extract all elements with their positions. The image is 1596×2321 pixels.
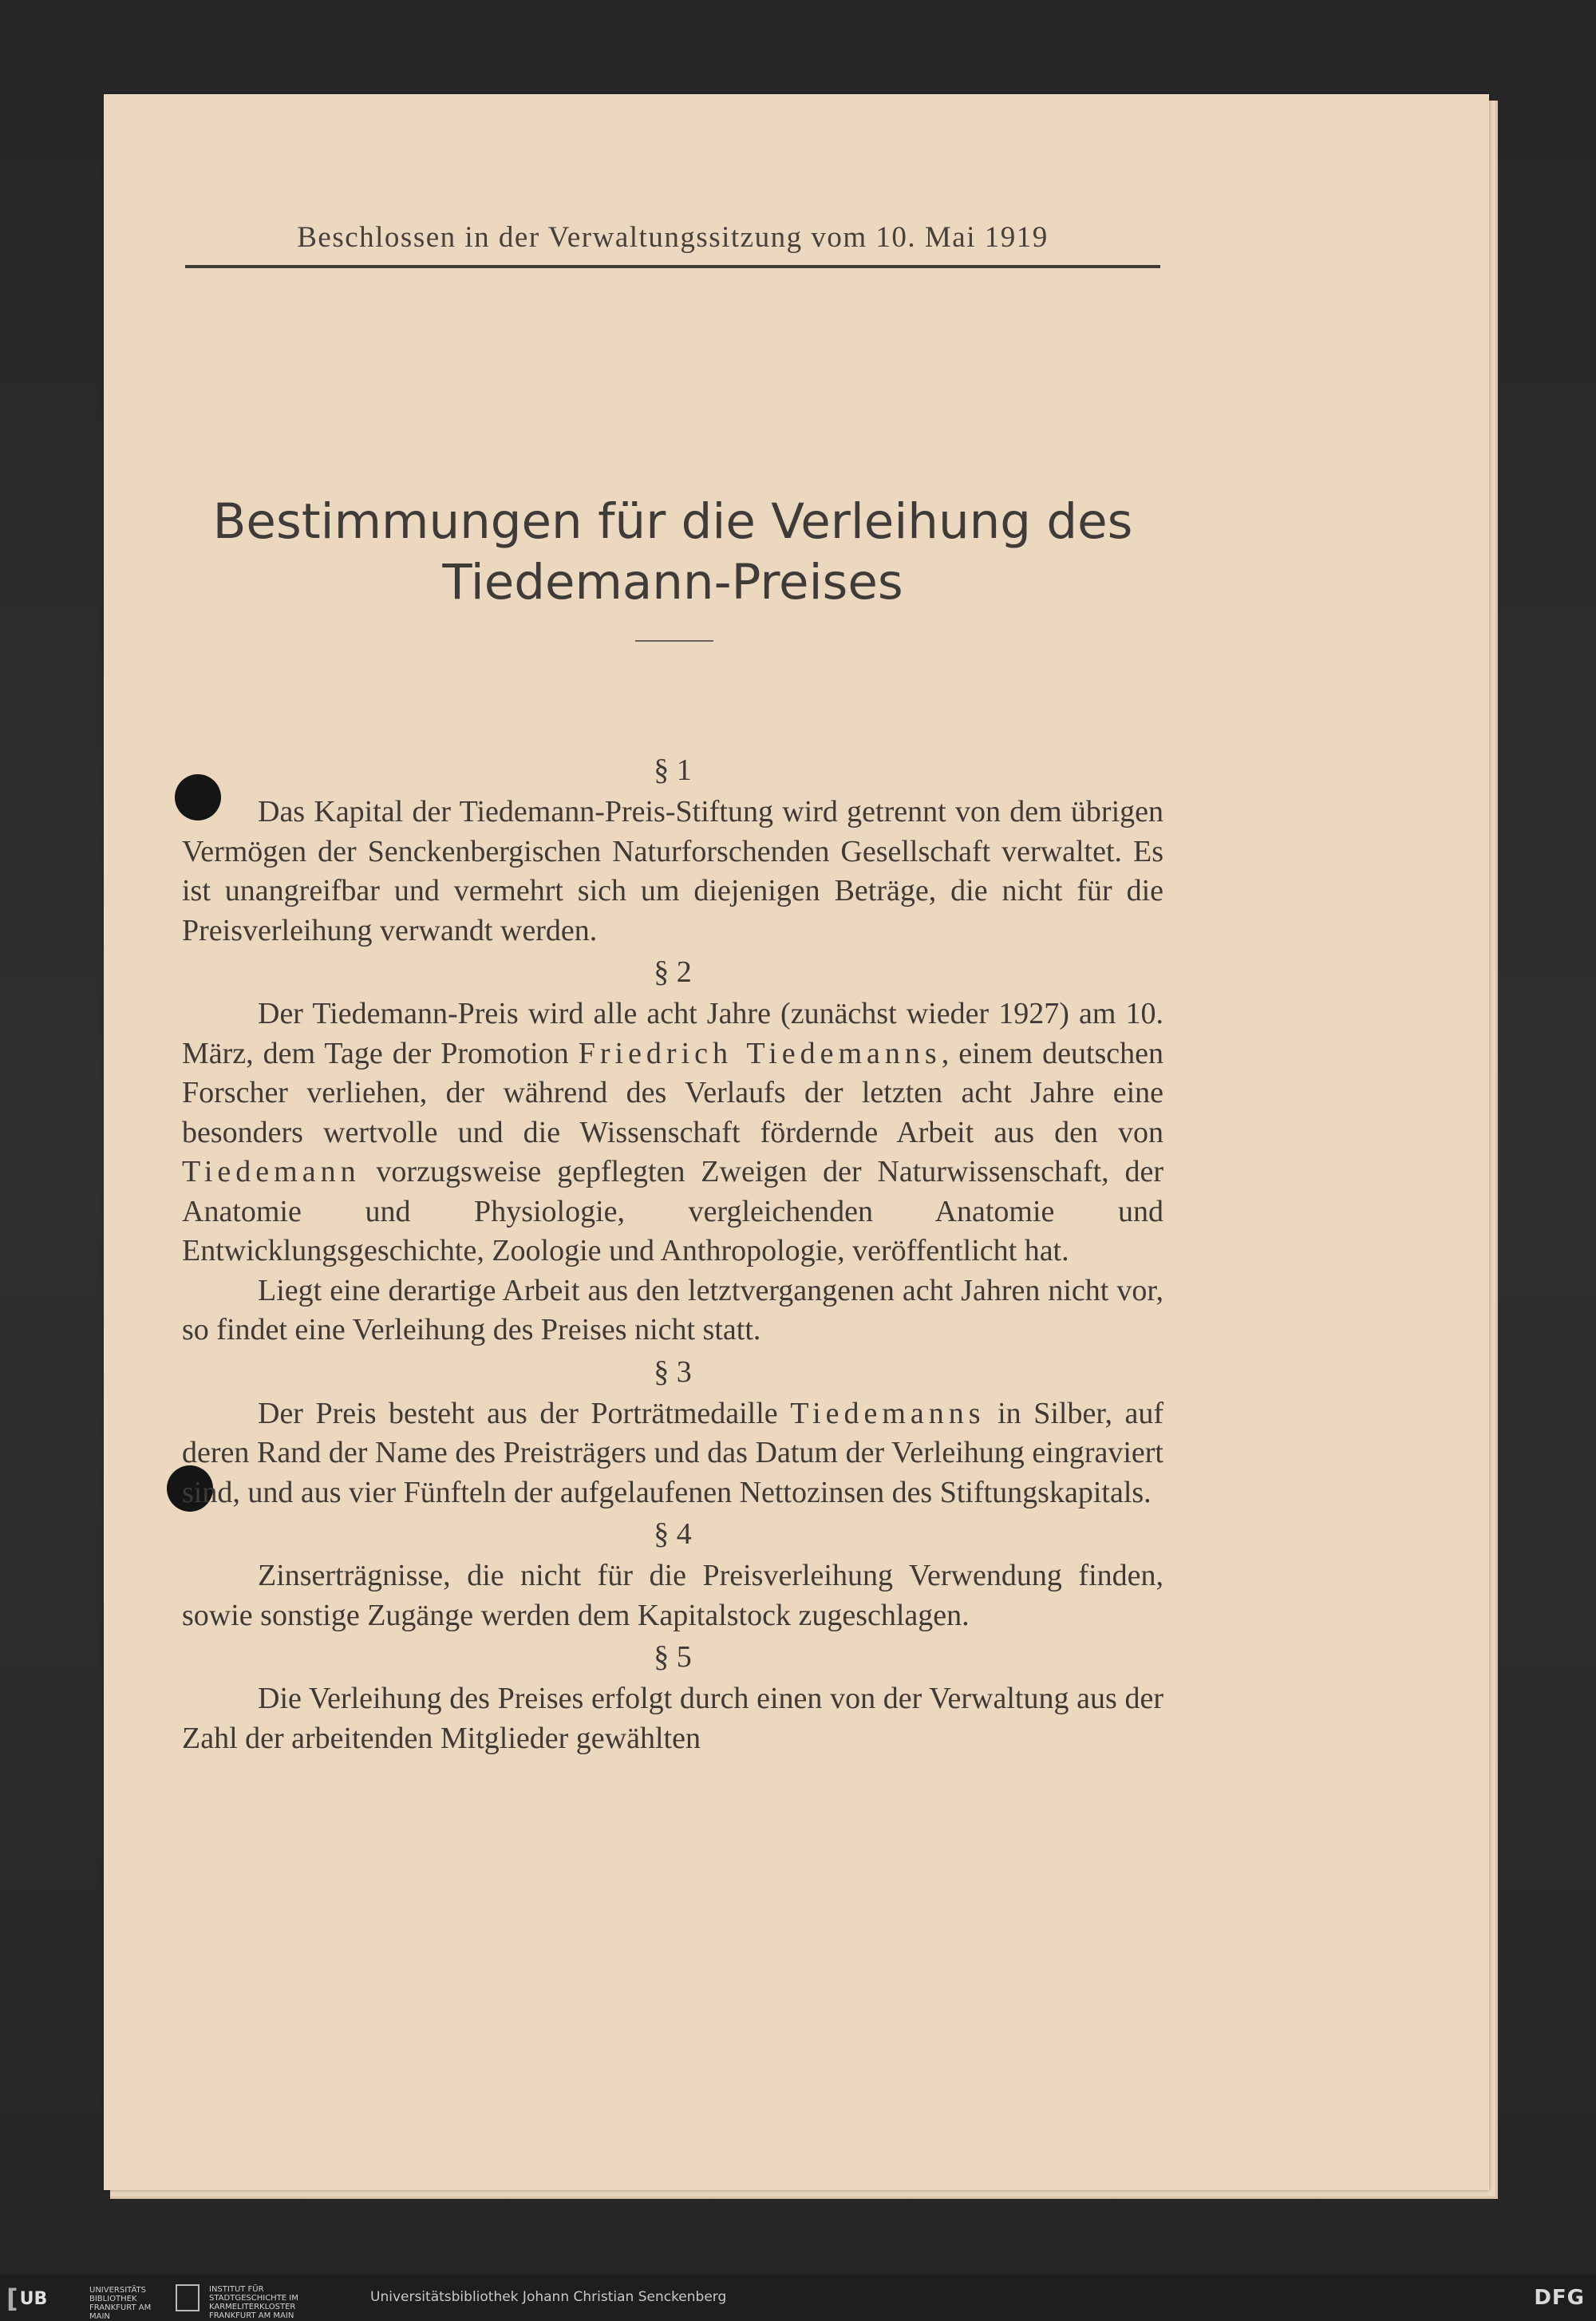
- section-1-paragraph: Das Kapital der Tiedemann-Preis-Stiftung wird getrennt von dem übrigen Vermögen der Senckenbergischen Naturforschenden Gesellschaft verwaltet. Es ist unangreifbar und vermehrt sich um diejenigen Beträge, die nicht für die Preisverleihung verwandt werden.: [182, 795, 1163, 947]
- section-3-paragraph: [182, 1394, 1163, 1513]
- section-2-paragraph-2: Liegt eine derartige Arbeit aus den letztvergangenen acht Jahren nicht vor, so findet eine Verleihung des Preises nicht statt.: [182, 1273, 1163, 1346]
- viewer-footer: [0, 2275, 1596, 2321]
- document-body: [182, 749, 1163, 1758]
- section-5-paragraph: Die Verleihung des Preises erfolgt durch einen von der Verwaltung aus der Zahl der arbeitenden Mitglieder gewählten: [182, 1682, 1163, 1755]
- section-2-name-tiedemann: Tiedemann: [182, 1155, 361, 1188]
- dfg-logo[interactable]: DFG: [1534, 2286, 1585, 2310]
- ub-logo[interactable]: [6, 2284, 47, 2313]
- institute-logo-icon[interactable]: [176, 2284, 200, 2311]
- section-2-text-c: vorzugsweise gepflegten Zweigen der Naturwissenschaft, der Anatomie und Physiologie, vergleichenden Anatomie und Entwicklungsgeschichte, Zoologie und Anthropologie, veröffentlicht hat.: [182, 1155, 1163, 1267]
- section-2-text-a: Der Tiedemann-Preis wird alle acht Jahre (zunächst wieder 1927) am 10. März, dem Tage der Promotion: [182, 997, 1163, 1070]
- section-3-text-a: Der Preis besteht aus der Porträtmedaille: [258, 1396, 791, 1430]
- section-4-mark: § 4: [654, 1517, 692, 1551]
- section-3-name-tiedemanns: Tiedemanns: [790, 1396, 986, 1430]
- section-1-mark: § 1: [654, 753, 692, 787]
- ub-logo-text: UB: [19, 2288, 48, 2309]
- title-line-1: Bestimmungen für die Verleihung des: [212, 493, 1133, 550]
- ub-logo-subtitle: UNIVERSITÄTS BIBLIOTHEK FRANKFURT AM MAIN: [89, 2286, 152, 2321]
- section-2-paragraph-1: [182, 994, 1163, 1271]
- section-2-mark: § 2: [654, 955, 692, 989]
- section-3-text-b: in Silber, auf deren Rand der Name des Preisträgers und das Datum der Verleihung eingraviert sind, und aus vier Fünfteln der aufgelaufenen Nettozinsen des Stiftungskapitals.: [182, 1396, 1164, 1509]
- section-3-mark: § 3: [654, 1354, 692, 1389]
- section-5-mark: § 5: [654, 1640, 692, 1674]
- institute-logo-text: INSTITUT FÜR STADTGESCHICHTE IM KARMELITERKLOSTER FRANKFURT AM MAIN: [209, 2285, 298, 2320]
- ub-logo-bracket-icon: [: [6, 2283, 18, 2314]
- library-name: Universitätsbibliothek Johann Christian Senckenberg: [370, 2289, 727, 2305]
- section-4-paragraph: Zinserträgnisse, die nicht für die Preisverleihung Verwendung finden, sowie sonstige Zugänge werden dem Kapitalstock zugeschlagen.: [182, 1559, 1163, 1632]
- section-2-text-b: , einem deutschen Forscher verliehen, der während des Verlaufs der letzten acht Jahre eine besonders wertvolle und die Wissenschaft fördernde Arbeit aus den von: [182, 1036, 1164, 1149]
- document-title: [185, 492, 1160, 613]
- section-2-name-friedrich-tiedemanns: Friedrich Tiedemanns: [578, 1036, 942, 1070]
- title-line-2: Tiedemann-Preises: [442, 554, 903, 611]
- header-rule: [185, 265, 1160, 268]
- title-rule: [635, 640, 713, 642]
- resolution-header: Beschlossen in der Verwaltungssitzung vom 10. Mai 1919: [297, 221, 1049, 254]
